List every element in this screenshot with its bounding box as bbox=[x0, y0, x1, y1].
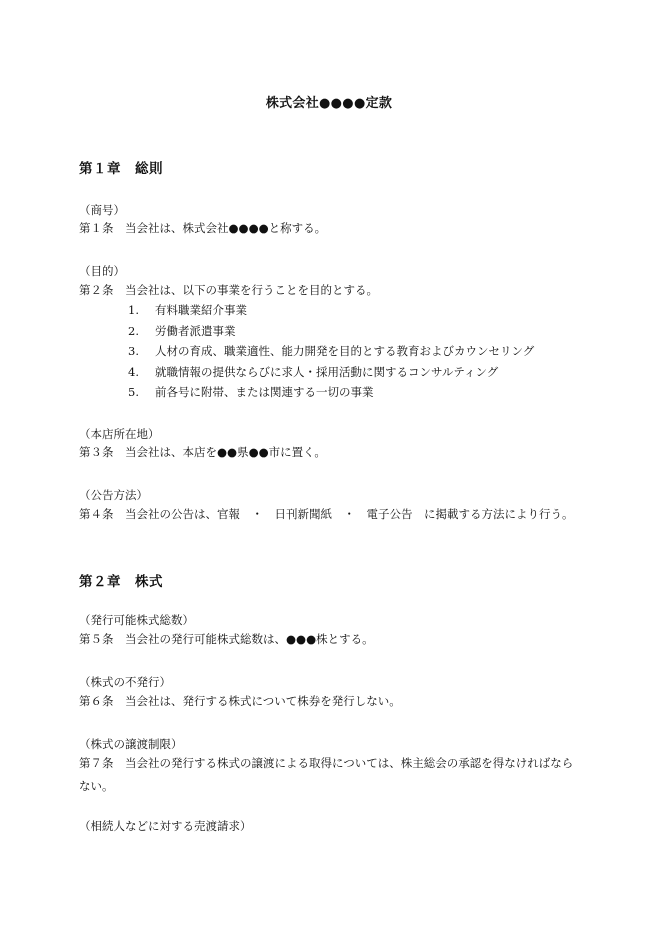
article-1-text: 第１条 当会社は、株式会社●●●●と称する。 bbox=[79, 221, 327, 235]
article-2-heading: （目的） bbox=[79, 264, 125, 278]
list-item bbox=[128, 362, 534, 383]
article-7-heading: （株式の譲渡制限） bbox=[79, 737, 183, 751]
article-2-text: 第２条 当会社は、以下の事業を行うことを目的とする。 bbox=[79, 283, 378, 297]
article-7-text: 第７条 当会社の発行する株式の譲渡による取得については、株主総会の承認を得なければならない。 bbox=[79, 756, 574, 793]
list-item-number: 4. bbox=[128, 364, 139, 379]
article-3-heading: （本店所在地） bbox=[79, 427, 160, 441]
list-item-number: 5. bbox=[128, 385, 139, 399]
article-5-heading: （発行可能株式総数） bbox=[79, 613, 194, 627]
list-item-text: 有料職業紹介事業 bbox=[155, 303, 247, 317]
list-item-number: 1. bbox=[128, 303, 139, 317]
article-4-text: 第４条 当会社の公告は、官報 ・ 日刊新聞紙 ・ 電子公告 に掲載する方法により行う。 bbox=[79, 507, 574, 521]
article-3-text: 第３条 当会社は、本店を●●県●●市に置く。 bbox=[79, 445, 326, 459]
chapter-2-title: 第２章 株式 bbox=[79, 574, 163, 590]
article-8-heading: （相続人などに対する売渡請求） bbox=[79, 819, 252, 833]
list-item bbox=[128, 382, 534, 403]
article-6-heading: （株式の不発行） bbox=[79, 675, 171, 689]
article-1-heading: （商号） bbox=[79, 203, 125, 217]
article-6-text: 第６条 当会社は、発行する株式について株券を発行しない。 bbox=[79, 694, 401, 708]
document-title: 株式会社●●●●定款 bbox=[265, 96, 393, 111]
list-item-text: 人材の育成、職業適性、能力開発を目的とする教育およびカウンセリング bbox=[155, 344, 535, 358]
business-purpose-list bbox=[128, 300, 534, 403]
list-item-number: 3. bbox=[128, 344, 139, 358]
list-item-text: 就職情報の提供ならびに求人・採用活動に関するコンサルティング bbox=[155, 364, 499, 379]
list-item-text: 労働者派遣事業 bbox=[155, 323, 236, 338]
list-item bbox=[128, 300, 534, 321]
list-item-number: 2. bbox=[128, 323, 139, 338]
article-5-text: 第５条 当会社の発行可能株式総数は、●●●株とする。 bbox=[79, 632, 374, 646]
list-item bbox=[128, 321, 534, 342]
list-item-text: 前各号に附帯、または関連する一切の事業 bbox=[155, 385, 374, 399]
chapter-1-title: 第１章 総則 bbox=[79, 161, 163, 177]
list-item bbox=[128, 341, 534, 362]
article-4-heading: （公告方法） bbox=[79, 488, 148, 502]
